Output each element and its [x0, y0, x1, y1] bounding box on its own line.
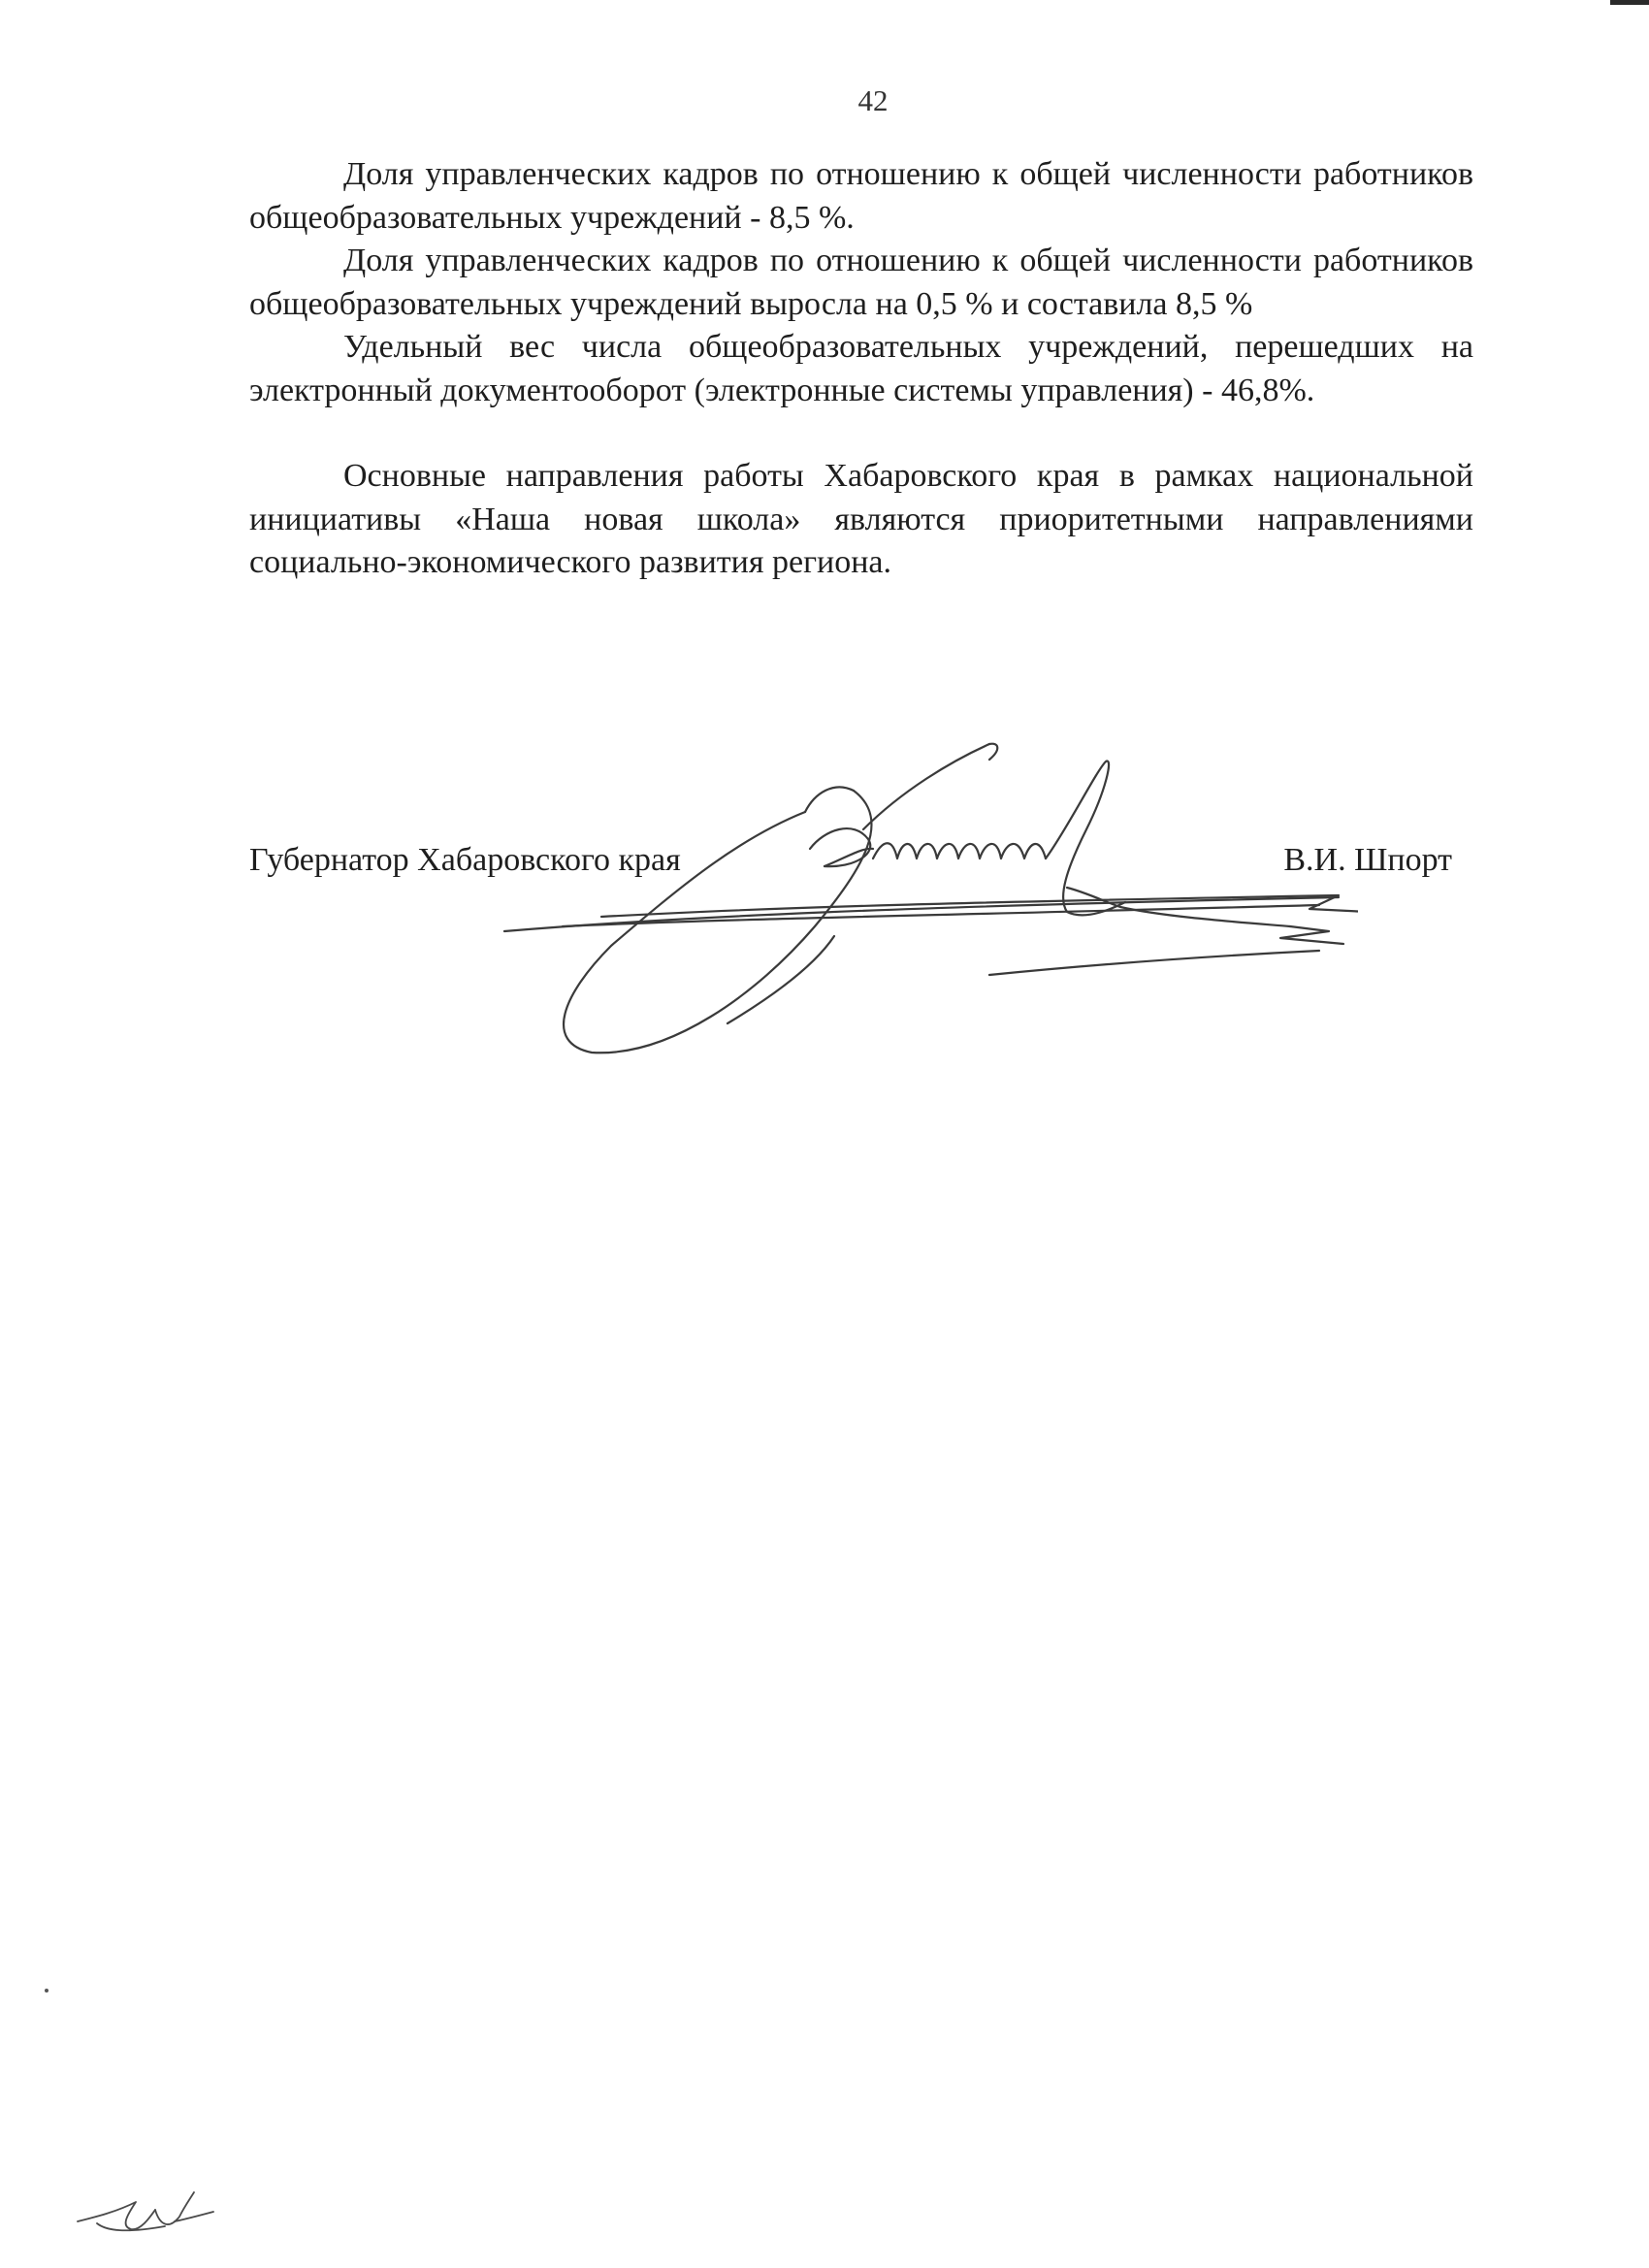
body-text	[249, 153, 1473, 585]
scan-corner-mark	[1610, 0, 1649, 5]
paragraph-electronic-docs: Удельный вес числа общеобразовательных учреждений, перешедших на электронный документооборот (электронные системы управления) - 46,8%.	[249, 329, 1473, 408]
handwritten-initials	[68, 2173, 223, 2241]
paragraph-management-share: Доля управленческих кадров по отношению к общей численности работников общеобразовательных учреждений - 8,5 %.	[249, 156, 1473, 236]
page-number: 42	[857, 83, 889, 117]
signer-title: Губернатор Хабаровского края	[249, 842, 681, 878]
handwritten-signature	[485, 732, 1358, 1082]
signature-block	[249, 842, 1452, 891]
scan-speck	[45, 1989, 48, 1993]
signer-name: В.И. Шпорт	[1283, 842, 1452, 878]
paragraph-management-growth: Доля управленческих кадров по отношению к общей численности работников общеобразовательных учреждений выросла на 0,5 % и составила 8,5 %	[249, 243, 1473, 322]
paragraph-conclusion: Основные направления работы Хабаровского края в рамках национальной инициативы «Наша новая школа» являются приоритетными направлениями социально-экономического развития региона.	[249, 458, 1473, 580]
